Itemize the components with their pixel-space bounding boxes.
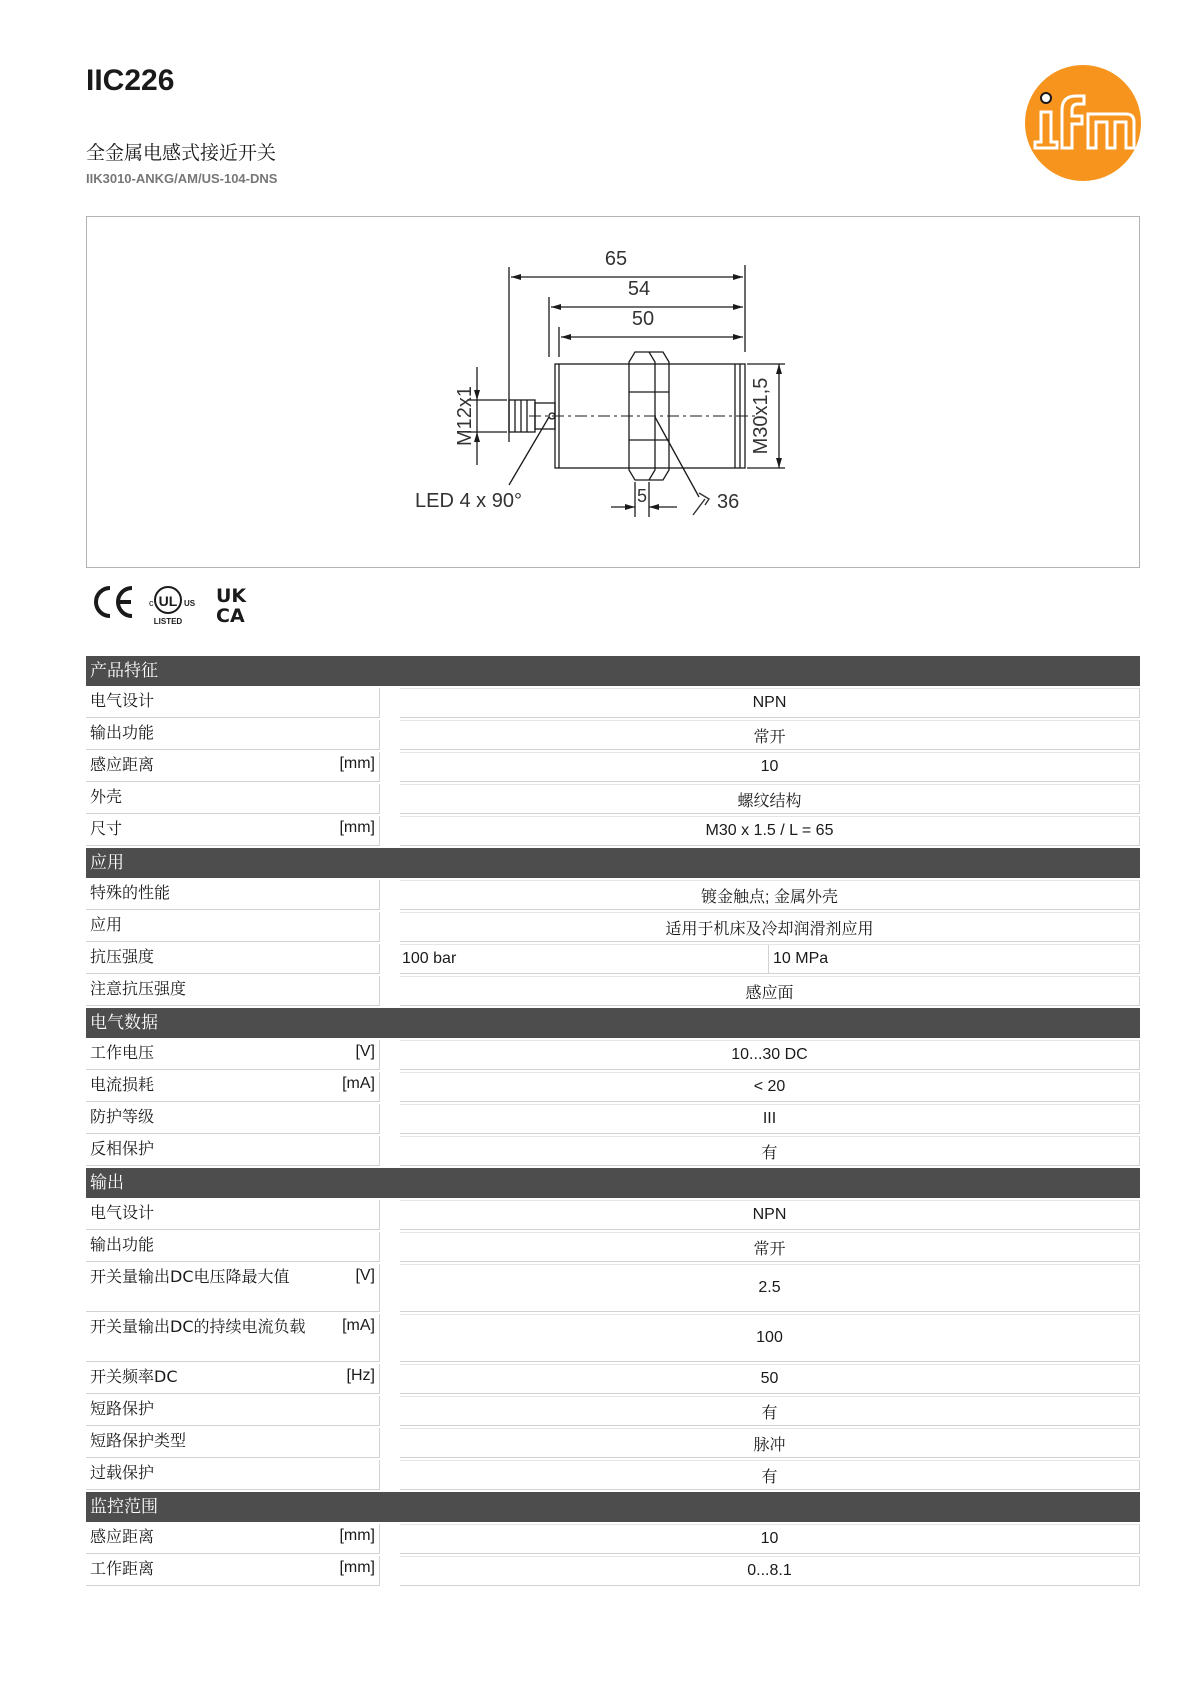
section-header: 监控范围	[86, 1492, 1140, 1522]
spec-value-cell	[400, 1460, 1140, 1490]
spec-unit: [mm]	[339, 1559, 375, 1576]
section-header: 产品特征	[86, 656, 1140, 686]
spec-label: 应用	[90, 915, 123, 934]
spec-value-cell	[400, 1314, 1140, 1362]
spec-unit: [mm]	[339, 1527, 375, 1544]
spec-label: 注意抗压强度	[90, 979, 187, 998]
spec-value-secondary: 10 MPa	[768, 945, 1139, 973]
spec-value-cell	[400, 1136, 1140, 1166]
spec-label: 尺寸	[90, 819, 123, 838]
dim-total-length: 65	[604, 248, 628, 270]
spec-label: 特殊的性能	[90, 883, 171, 902]
spec-value-cell	[400, 1072, 1140, 1102]
spec-value-cell	[400, 1396, 1140, 1426]
spec-value: 100	[756, 1329, 783, 1346]
spec-value-cell	[400, 944, 1140, 974]
spec-label: 输出功能	[90, 1235, 155, 1254]
spec-label-cell	[86, 1460, 380, 1490]
spec-value-cell	[400, 1428, 1140, 1458]
spec-value: 10	[760, 758, 779, 775]
spec-unit: [mm]	[339, 819, 375, 836]
spec-unit: [V]	[355, 1043, 375, 1060]
spec-label: 输出功能	[90, 723, 155, 742]
ukca-mark	[216, 585, 247, 627]
spec-value: 有	[761, 1404, 778, 1422]
culus-listed-mark	[149, 587, 196, 626]
product-code: IIC226	[86, 64, 175, 97]
spec-label: 反相保护	[90, 1139, 155, 1158]
spec-label-cell	[86, 1072, 380, 1102]
certification-marks	[92, 580, 262, 630]
spec-value: 10	[760, 1530, 779, 1547]
spec-value: NPN	[752, 694, 787, 711]
spec-value-cell	[400, 912, 1140, 942]
spec-value: 镀金触点; 金属外壳	[701, 888, 838, 906]
spec-unit: [mA]	[342, 1075, 375, 1092]
spec-row	[86, 1556, 1140, 1586]
spec-label-cell	[86, 720, 380, 750]
svg-text:US: US	[184, 599, 196, 608]
spec-label-cell	[86, 1556, 380, 1586]
spec-value-cell	[400, 752, 1140, 782]
spec-row	[86, 1428, 1140, 1458]
spec-value-cell	[400, 816, 1140, 846]
spec-value-cell	[400, 1200, 1140, 1230]
spec-label: 开关量输出DC的持续电流负载	[90, 1317, 306, 1336]
spec-label: 工作距离	[90, 1559, 155, 1578]
spec-label: 电气设计	[90, 1203, 155, 1222]
spec-row	[86, 944, 1140, 974]
spec-label-cell	[86, 1396, 380, 1426]
spec-row	[86, 784, 1140, 814]
spec-row	[86, 1264, 1140, 1312]
connector-thread-label: M12x1	[454, 385, 476, 447]
spec-row	[86, 1364, 1140, 1394]
spec-value: 螺纹结构	[737, 792, 802, 810]
spec-label-cell	[86, 944, 380, 974]
spec-row	[86, 912, 1140, 942]
spec-value: 脉冲	[753, 1436, 786, 1454]
spec-value: 感应面	[745, 984, 794, 1002]
spec-row	[86, 1200, 1140, 1230]
spec-label-cell	[86, 1264, 380, 1312]
spec-value: M30 x 1.5 / L = 65	[705, 822, 834, 839]
spec-value-cell	[400, 1104, 1140, 1134]
section-header: 电气数据	[86, 1008, 1140, 1038]
spec-label-cell	[86, 1364, 380, 1394]
spec-row	[86, 1396, 1140, 1426]
spec-label: 电流损耗	[90, 1075, 155, 1094]
spec-row	[86, 1040, 1140, 1070]
spec-unit: [V]	[355, 1267, 375, 1284]
spec-row	[86, 1104, 1140, 1134]
spec-label-cell	[86, 880, 380, 910]
spec-label: 短路保护类型	[90, 1431, 187, 1450]
spec-value: 常开	[753, 1240, 786, 1258]
spec-label-cell	[86, 1428, 380, 1458]
spec-label: 感应距离	[90, 1527, 155, 1546]
spec-label-cell	[86, 1232, 380, 1262]
dim-thread-length: 50	[631, 308, 655, 330]
spec-value: 有	[761, 1468, 778, 1486]
nut-width-label: 5	[637, 486, 648, 506]
spec-label-cell	[86, 976, 380, 1006]
spec-row	[86, 1460, 1140, 1490]
spec-label-cell	[86, 752, 380, 782]
svg-text:UK: UK	[216, 585, 247, 607]
product-description: 全金属电感式接近开关	[86, 142, 277, 164]
spec-row	[86, 816, 1140, 846]
spec-row	[86, 688, 1140, 718]
spec-row	[86, 1136, 1140, 1166]
spec-label: 感应距离	[90, 755, 155, 774]
dimension-drawing	[86, 216, 1140, 568]
spec-value: III	[762, 1110, 777, 1127]
spec-label: 防护等级	[90, 1107, 155, 1126]
wrench-icon	[693, 493, 709, 515]
spec-label: 工作电压	[90, 1043, 155, 1062]
spec-value: 0...8.1	[747, 1562, 792, 1579]
spec-value: 适用于机床及冷却润滑剂应用	[665, 920, 874, 938]
spec-value-cell	[400, 976, 1140, 1006]
led-note: LED 4 x 90°	[415, 490, 522, 512]
spec-unit: [Hz]	[346, 1367, 375, 1384]
spec-label: 开关量输出DC电压降最大值	[90, 1267, 290, 1286]
spec-label: 抗压强度	[90, 947, 155, 966]
spec-label-cell	[86, 1200, 380, 1230]
spec-label: 电气设计	[90, 691, 155, 710]
spec-value-cell	[400, 720, 1140, 750]
body-thread-label: M30x1,5	[750, 377, 772, 455]
spec-label-cell	[86, 784, 380, 814]
svg-text:CA: CA	[216, 605, 245, 627]
svg-text:c: c	[149, 598, 154, 608]
spec-row	[86, 1232, 1140, 1262]
dim-body-length: 54	[627, 278, 651, 300]
spec-row	[86, 880, 1140, 910]
spec-value-cell	[400, 1364, 1140, 1394]
spec-label: 短路保护	[90, 1399, 155, 1418]
spec-unit: [mA]	[342, 1317, 375, 1334]
spec-value-cell	[400, 784, 1140, 814]
spec-label-cell	[86, 1136, 380, 1166]
spec-value-cell	[400, 1232, 1140, 1262]
spec-label-cell	[86, 1104, 380, 1134]
spec-value: 常开	[753, 728, 786, 746]
section-header: 输出	[86, 1168, 1140, 1198]
spec-unit: [mm]	[339, 755, 375, 772]
spec-label: 过载保护	[90, 1463, 155, 1482]
spec-value: 有	[761, 1144, 778, 1162]
spec-value: 10...30 DC	[731, 1046, 808, 1063]
spec-value-cell	[400, 1040, 1140, 1070]
svg-text:LISTED: LISTED	[153, 617, 183, 626]
article-number: IIK3010-ANKG/AM/US-104-DNS	[86, 171, 278, 186]
spec-label-cell	[86, 816, 380, 846]
section-header: 应用	[86, 848, 1140, 878]
spec-row	[86, 720, 1140, 750]
spec-row	[86, 976, 1140, 1006]
spec-label: 开关频率DC	[90, 1367, 178, 1386]
spec-label: 外壳	[90, 787, 123, 806]
spec-value-cell	[400, 880, 1140, 910]
ifm-logo	[1024, 64, 1142, 182]
spec-value-cell	[400, 688, 1140, 718]
spec-row	[86, 1524, 1140, 1554]
spec-label-cell	[86, 912, 380, 942]
spec-value-cell	[400, 1264, 1140, 1312]
spec-value: 2.5	[758, 1279, 781, 1296]
spec-value: 100 bar	[402, 950, 457, 967]
spec-label-cell	[86, 1524, 380, 1554]
spec-row	[86, 1072, 1140, 1102]
spec-value-cell	[400, 1556, 1140, 1586]
ce-mark	[96, 588, 132, 616]
specifications-table	[86, 656, 1140, 1588]
spec-label-cell	[86, 1040, 380, 1070]
spec-value: 50	[760, 1370, 779, 1387]
spec-label-cell	[86, 1314, 380, 1362]
spec-value-cell	[400, 1524, 1140, 1554]
svg-text:UL: UL	[158, 593, 178, 609]
spec-label-cell	[86, 688, 380, 718]
spec-row	[86, 1314, 1140, 1362]
spec-row	[86, 752, 1140, 782]
spec-value: < 20	[753, 1078, 786, 1095]
spec-value: NPN	[752, 1206, 787, 1223]
wrench-size-label: 36	[717, 491, 740, 513]
